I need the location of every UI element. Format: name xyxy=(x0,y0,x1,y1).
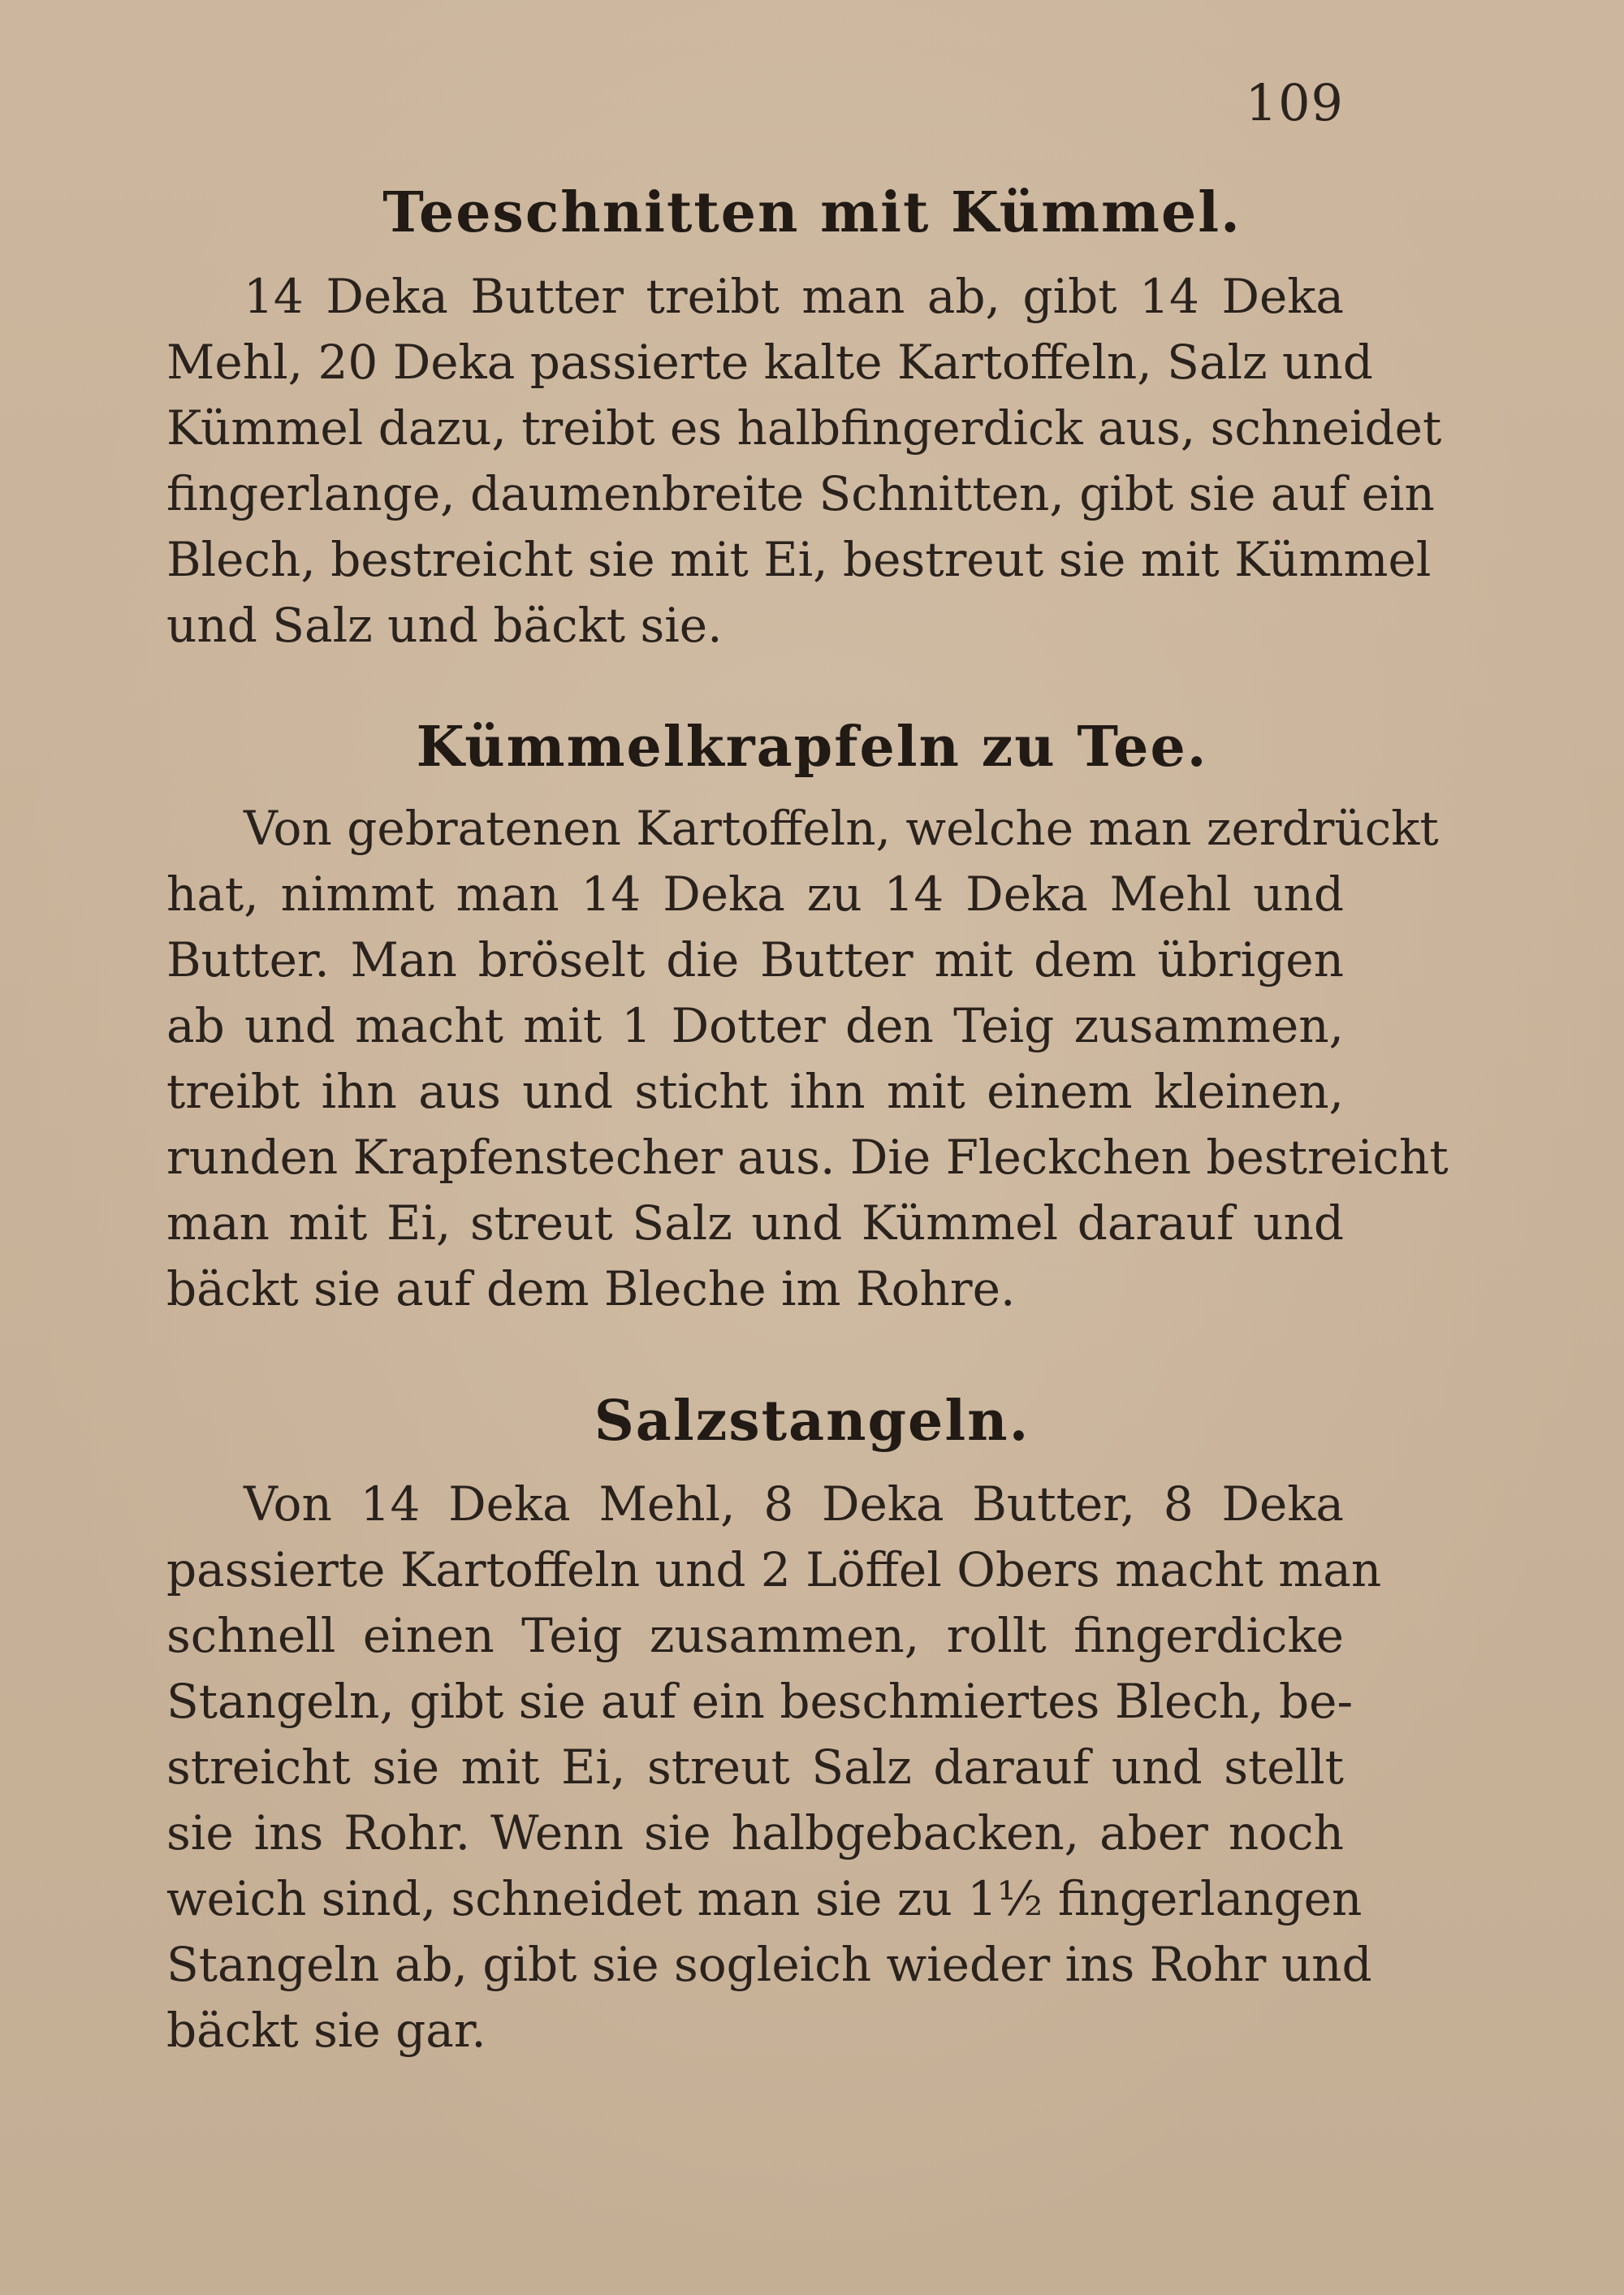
text-line: weich sind, schneidet man sie zu 1½ fingerlangen xyxy=(166,1871,1363,1926)
text-line: passierte Kartoffeln und 2 Löffel Obers macht man xyxy=(166,1542,1382,1597)
recipe-text-salzstangeln xyxy=(166,1472,1382,2064)
text-line: Stangeln ab, gibt sie sogleich wieder ins Rohr und xyxy=(166,1937,1372,1992)
text-line: streicht sie mit Ei, streut Salz darauf und stellt xyxy=(166,1740,1344,1795)
recipe-text-kuemmelkrapfeln xyxy=(166,796,1449,1322)
page-number: 109 xyxy=(1245,73,1344,132)
text-line: runden Krapfenstecher aus. Die Fleckchen bestreicht xyxy=(166,1130,1449,1185)
recipe-title-salzstangeln: Salzstangeln. xyxy=(594,1389,1030,1454)
text-line: Stangeln, gibt sie auf ein beschmiertes Blech, be- xyxy=(166,1674,1354,1729)
text-line: ab und macht mit 1 Dotter den Teig zusammen, xyxy=(166,998,1344,1053)
text-line: schnell einen Teig zusammen, rollt fingerdicke xyxy=(166,1608,1344,1663)
text-line: bäckt sie gar. xyxy=(166,2003,486,2058)
recipe-text-teeschnitten xyxy=(166,264,1442,659)
text-line: treibt ihn aus und sticht ihn mit einem kleinen, xyxy=(166,1064,1344,1119)
text-line: hat, nimmt man 14 Deka zu 14 Deka Mehl und xyxy=(166,867,1344,922)
text-line: 14 Deka Butter treibt man ab, gibt 14 Deka xyxy=(244,269,1344,324)
text-line: sie ins Rohr. Wenn sie halbgebacken, aber noch xyxy=(166,1805,1344,1861)
recipe-title-teeschnitten: Teeschnitten mit Kümmel. xyxy=(382,180,1242,245)
text-line: Mehl, 20 Deka passierte kalte Kartoffeln, Salz und xyxy=(166,335,1373,390)
text-line: Von 14 Deka Mehl, 8 Deka Butter, 8 Deka xyxy=(244,1476,1344,1532)
text-line: Kümmel dazu, treibt es halbfingerdick aus, schneidet xyxy=(166,400,1442,456)
text-line: fingerlange, daumenbreite Schnitten, gibt sie auf ein xyxy=(166,466,1435,521)
text-line: Butter. Man bröselt die Butter mit dem übrigen xyxy=(166,932,1344,988)
text-line: bäckt sie auf dem Bleche im Rohre. xyxy=(166,1261,1016,1316)
text-line: Blech, bestreicht sie mit Ei, bestreut sie mit Kümmel xyxy=(166,532,1432,587)
text-line: man mit Ei, streut Salz und Kümmel darauf und xyxy=(166,1195,1344,1251)
recipe-title-kuemmelkrapfeln: Kümmelkrapfeln zu Tee. xyxy=(416,715,1208,780)
text-line: Von gebratenen Kartoffeln, welche man zerdrückt xyxy=(244,801,1439,856)
text-line: und Salz und bäckt sie. xyxy=(166,598,723,653)
